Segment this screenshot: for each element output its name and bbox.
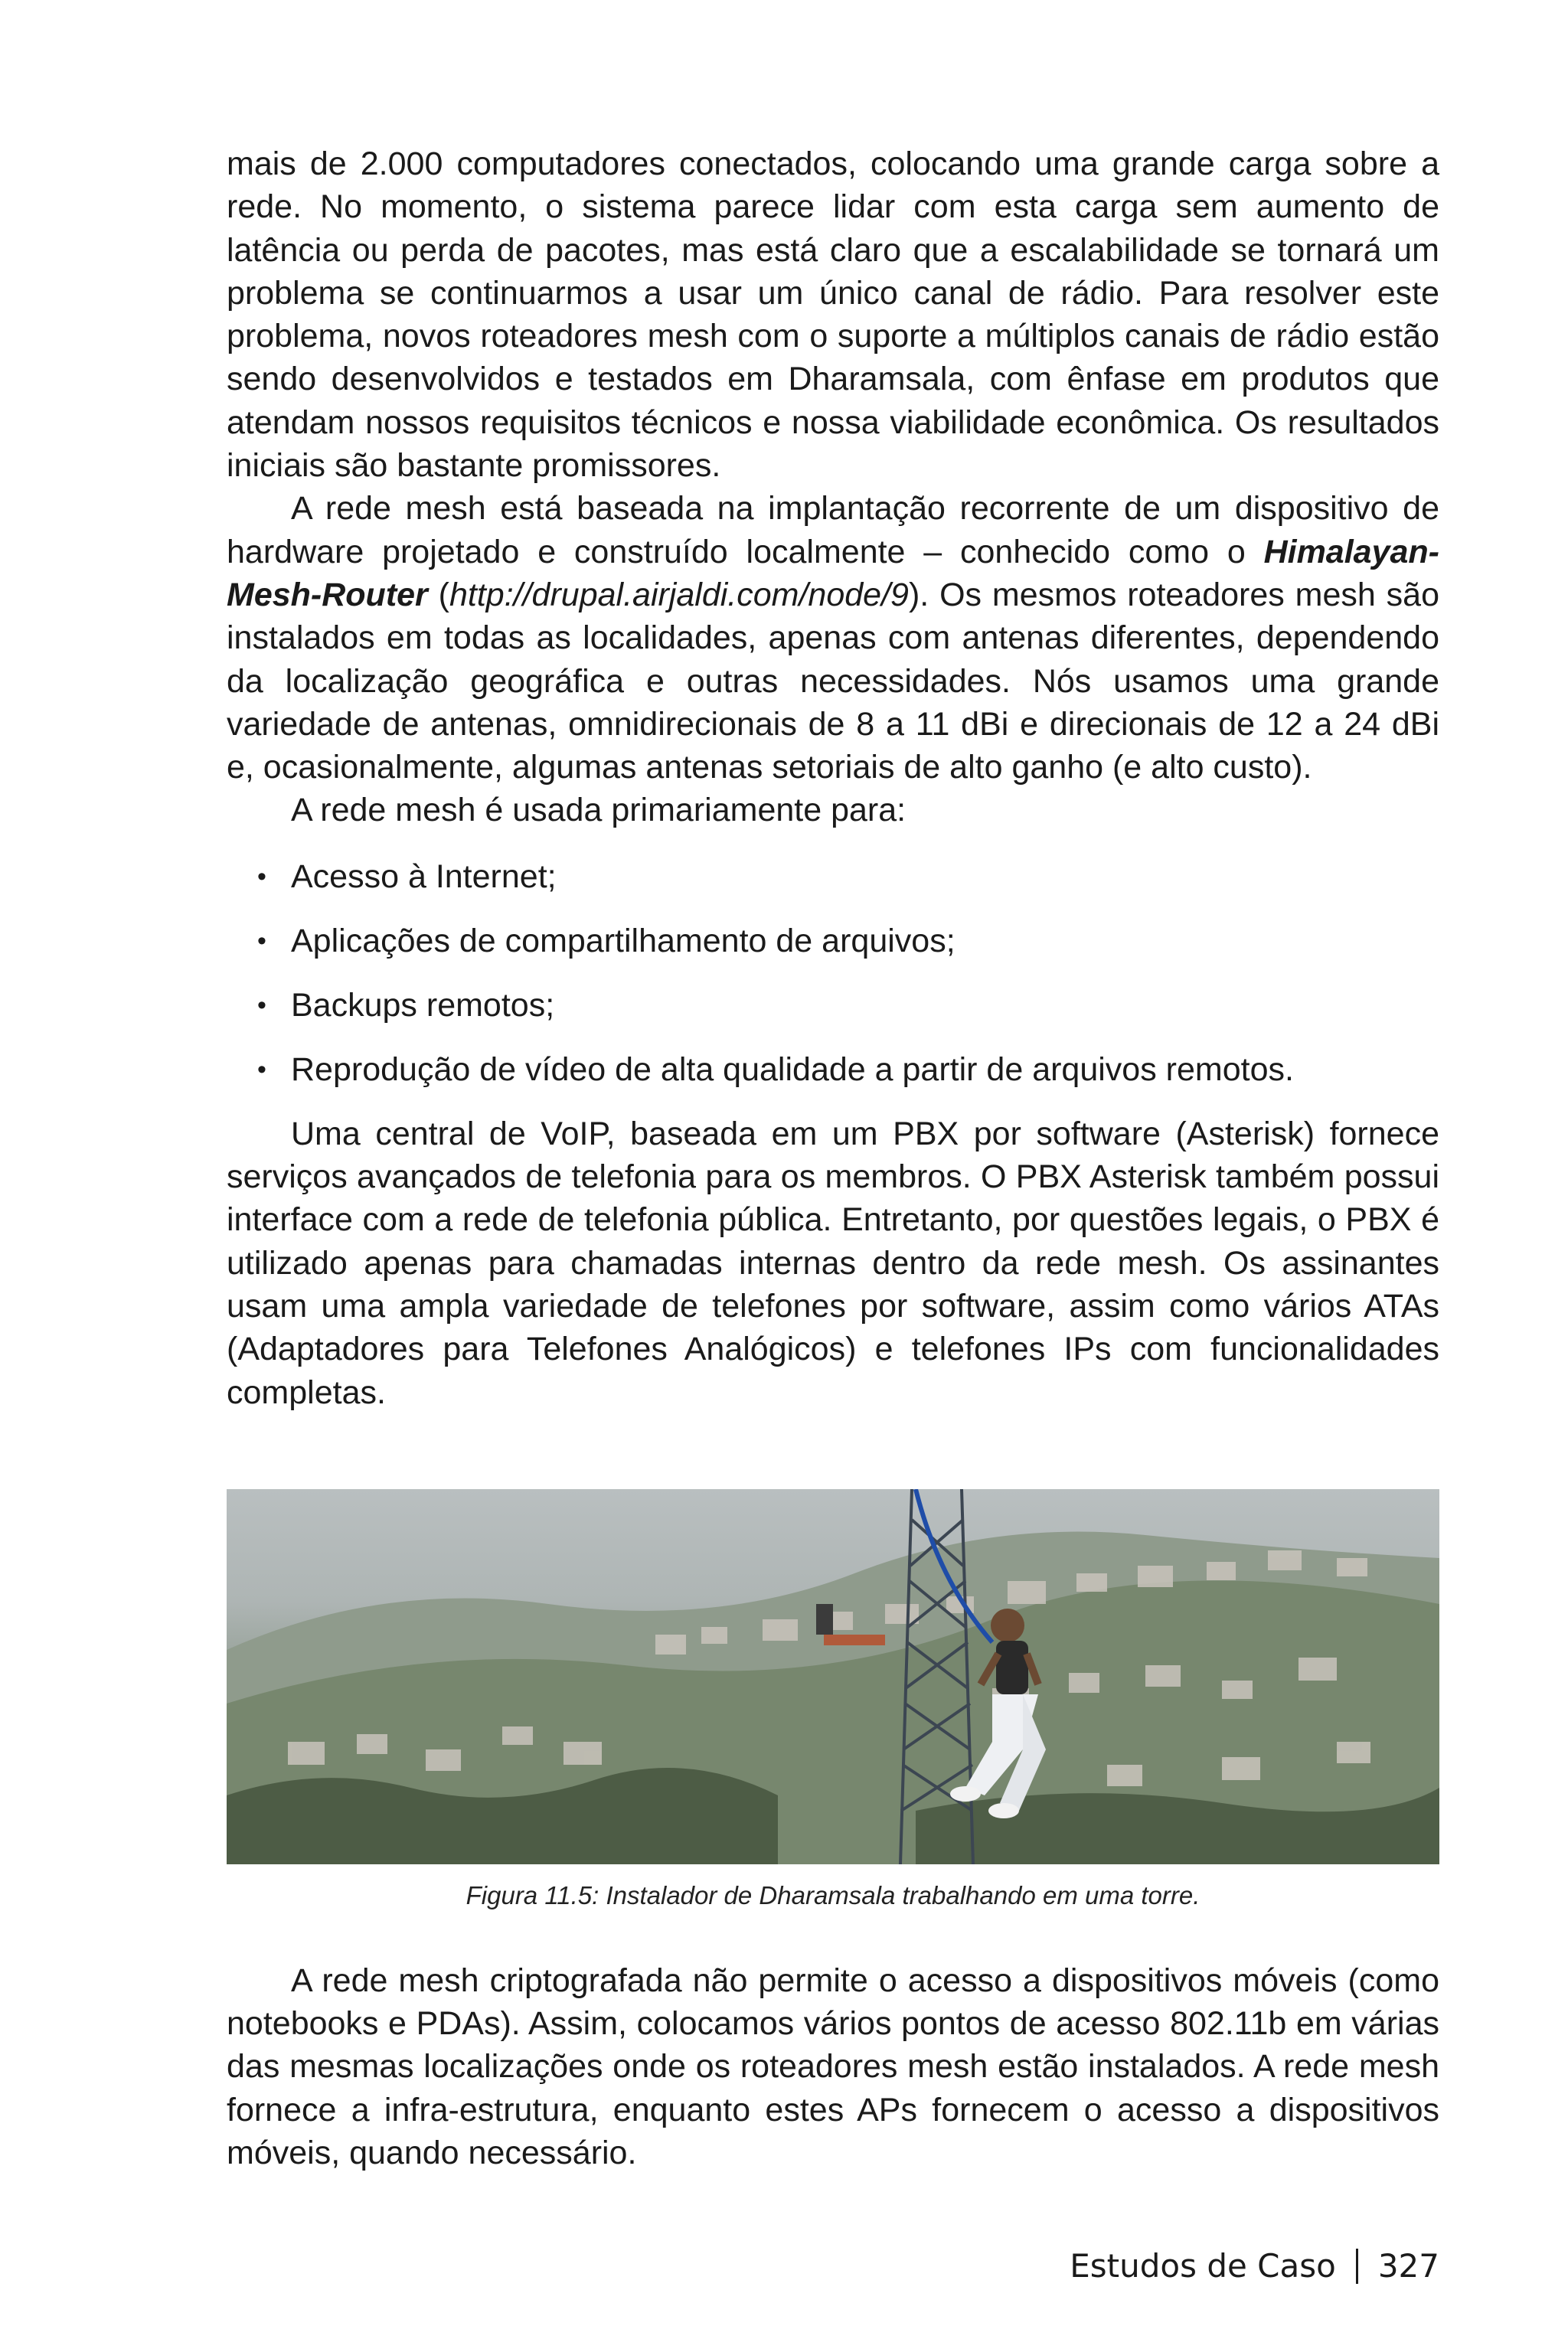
list-item: • Acesso à Internet; (291, 855, 1439, 898)
page-body (227, 142, 1439, 2174)
paragraph-3: A rede mesh é usada primariamente para: (291, 792, 906, 829)
paragraph-2-text-a: A rede mesh está baseada na implantação recorrente de um dispositivo de hardware projetado e construído localmente – conhecido como o (227, 490, 1439, 570)
paragraph-2-text-b: ( (427, 576, 449, 613)
page-footer (1070, 2247, 1439, 2285)
paragraph-4: Uma central de VoIP, baseada em um PBX por software (Asterisk) fornece serviços avançados de telefonia para os membros. O PBX Asterisk também possui interface com a rede de telefonia pública. Entretanto, por questões legais, o PBX é utilizado apenas para chamadas internas dentro da rede mesh. Os assinantes usam uma ampla variedade de telefones por software, assim como vários ATAs (Adaptadores para Telefones Analógicos) e telefones IPs com funcionalidades completas. (227, 1115, 1439, 1411)
photo-illustration (227, 1489, 1439, 1864)
paragraph-1: mais de 2.000 computadores conectados, colocando uma grande carga sobre a rede. No momento, o sistema parece lidar com esta carga sem aumento de latência ou perda de pacotes, mas está claro que a escalabilidade se tornará um problema se continuarmos a usar um único canal de rádio. Para resolver este problema, novos roteadores mesh com o suporte a múltiplos canais de rádio estão sendo desenvolvidos e testados em Dharamsala, com ênfase em produtos que atendam nossos requisitos técnicos e nossa viabilidade econômica. Os resultados iniciais são bastante promissores. (227, 145, 1439, 485)
list-item: • Backups remotos; (291, 984, 1439, 1027)
tower-installer-photo (227, 1489, 1439, 1864)
airjaldi-link[interactable]: http://drupal.airjaldi.com/node/9 (449, 576, 909, 613)
paragraph-2-text-c: ). Os mesmos roteadores mesh são instalados em todas as localidades, apenas com antenas diferentes, dependendo da localização geográfica e outras necessidades. Nós usamos uma grande variedade de antenas, omnidirecionais de 8 a 11 dBi e direcionais de 12 a 24 dBi e, ocasionalmente, algumas antenas setoriais de alto ganho (e alto custo). (227, 576, 1439, 786)
page-number: 327 (1377, 2247, 1439, 2285)
paragraph-5: A rede mesh criptografada não permite o acesso a dispositivos móveis (como notebooks e PDAs). Assim, colocamos vários pontos de acesso 802.11b em várias das mesmas localizações onde os roteadores mesh estão instalados. A rede mesh fornece a infra-estrutura, enquanto estes APs fornecem o acesso a dispositivos móveis, quando necessário. (227, 1962, 1439, 2172)
himalayan-mesh-router-term: Himalayan-Mesh-Router (227, 533, 1439, 613)
footer-divider (1356, 2249, 1358, 2284)
list-item: • Reprodução de vídeo de alta qualidade a partir de arquivos remotos. (291, 1048, 1439, 1091)
footer-section-title: Estudos de Caso (1070, 2247, 1336, 2285)
figure-caption: Figura 11.5: Instalador de Dharamsala trabalhando em uma torre. (466, 1880, 1200, 1909)
usage-list (227, 855, 1439, 1091)
paragraph-2 (227, 487, 1439, 789)
list-item: • Aplicações de compartilhamento de arquivos; (291, 920, 1439, 962)
figure-11-5 (227, 1489, 1439, 1910)
